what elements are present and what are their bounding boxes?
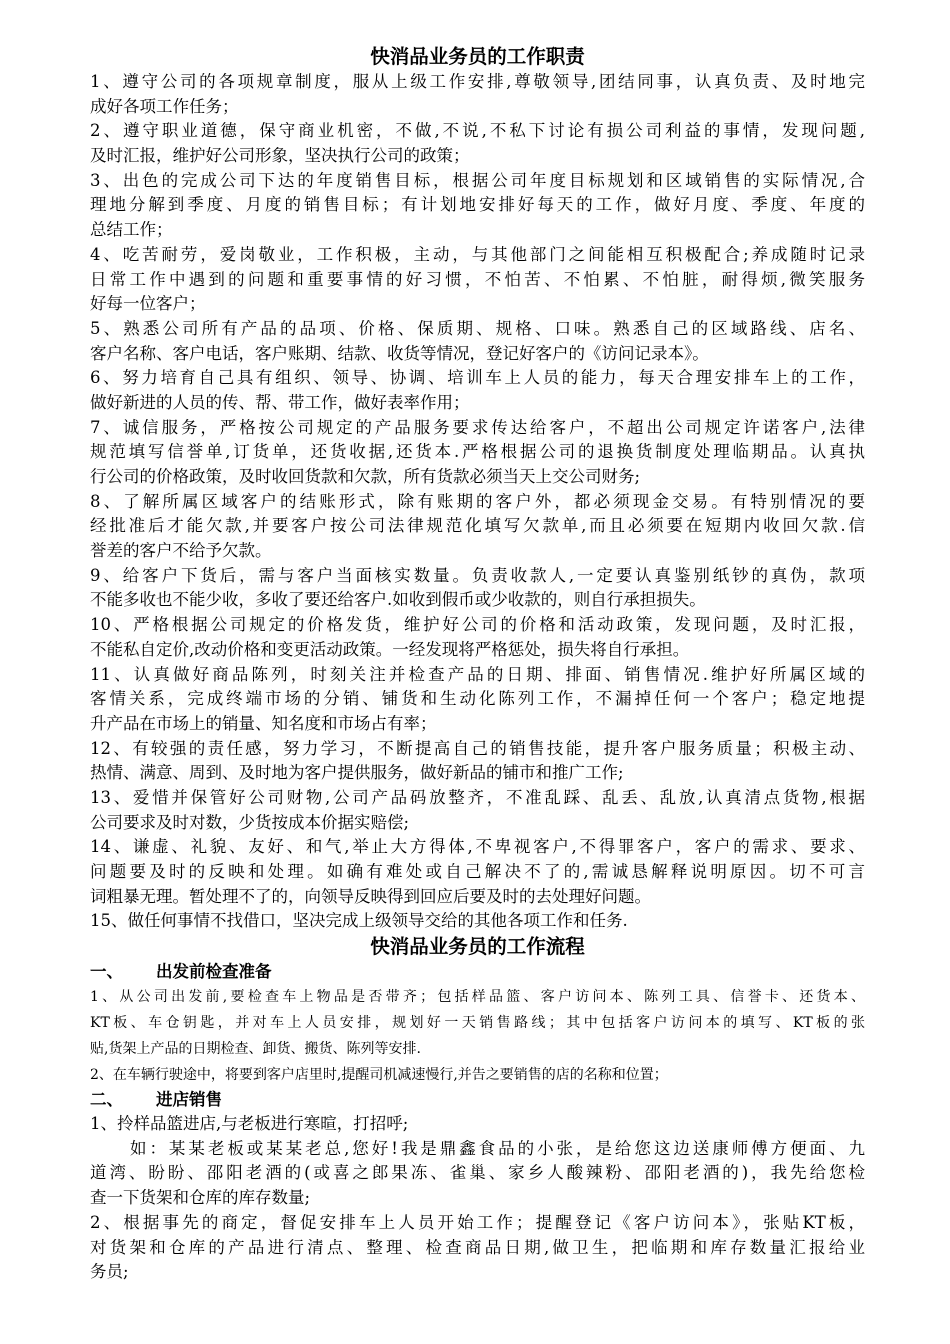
paragraph-line: 12、有较强的责任感，努力学习，不断提高自己的销售技能，提升客户服务质量；积极主动、 bbox=[90, 738, 865, 758]
paragraph-line: 道湾、盼盼、邵阳老酒的(或喜之郎果冻、雀巢、家乡人酸辣粉、邵阳老酒的)，我先给您检 bbox=[90, 1163, 865, 1183]
paragraph-line: 2、遵守职业道德，保守商业机密，不做,不说,不私下讨论有损公司利益的事情，发现问题, bbox=[90, 121, 865, 141]
paragraph-line: 好每一位客户； bbox=[90, 294, 206, 314]
paragraph-line: 公司要求及时对数，少货按成本价据实赔偿; bbox=[90, 812, 410, 832]
paragraph-line: 1、遵守公司的各项规章制度，服从上级工作安排,尊敬领导,团结同事，认真负责、及时地完 bbox=[90, 72, 865, 91]
paragraph-line: 行公司的价格政策，及时收回货款和欠款，所有货款必须当天上交公司财务; bbox=[90, 467, 641, 486]
paragraph-line: 词粗暴无理。暂处理不了的，向领导反映得到回应后要及时的去处理好问题。 bbox=[90, 886, 651, 906]
paragraph-line: 1、拎样品篮进店,与老板进行寒暄，打招呼; bbox=[90, 1114, 409, 1134]
paragraph-line: 6、努力培育自己具有组织、领导、协调、培训车上人员的能力，每天合理安排车上的工作， bbox=[90, 368, 865, 388]
paragraph-line: 2、在车辆行驶途中，将要到客户店里时,提醒司机减速慢行,并告之要销售的店的名称和位置； bbox=[90, 1067, 668, 1084]
section-number: 二、 bbox=[90, 1090, 123, 1110]
paragraph-line: 做好新进的人员的传、帮、带工作，做好表率作用； bbox=[90, 392, 470, 412]
section-number: 一、 bbox=[90, 962, 123, 982]
process-title: 快消品业务员的工作流程 bbox=[370, 935, 585, 959]
paragraph-line: 3、出色的完成公司下达的年度销售目标，根据公司年度目标规划和区域销售的实际情况,合 bbox=[90, 170, 865, 190]
paragraph-line: 15、做任何事情不找借口，坚决完成上级领导交给的其他各项工作和任务. bbox=[90, 911, 628, 931]
paragraph-line: 不能多收也不能少收，多收了要还给客户.如收到假币或少收款的，则自行承担损失。 bbox=[90, 590, 706, 610]
paragraph-line: 贴,货架上产品的日期检查、卸货、搬货、陈列等安排. bbox=[90, 1041, 421, 1058]
paragraph-line: 7、诚信服务，严格按公司规定的产品服务要求传达给客户，不超出公司规定许诺客户,法律 bbox=[90, 417, 865, 437]
section-label: 进店销售 bbox=[156, 1090, 222, 1110]
duties-list bbox=[90, 70, 865, 934]
paragraph-line: 客户名称、客户电话，客户账期、结款、收货等情况，登记好客户的《访问记录本》。 bbox=[90, 343, 709, 363]
paragraph-line: 总结工作； bbox=[90, 220, 173, 240]
paragraph-line: 规范填写信誉单,订货单，还货收据,还货本.严格根据公司的退换货制度处理临期品。认真执 bbox=[90, 442, 865, 462]
paragraph-line: 经批准后才能欠款,并要客户按公司法律规范化填写欠款单,而且必须要在短期内收回欠款.信 bbox=[90, 516, 865, 536]
paragraph-line: 9、给客户下货后，需与客户当面核实数量。负责收款人,一定要认真鉴别纸钞的真伪，款项 bbox=[90, 565, 865, 585]
paragraph-line: 11、认真做好商品陈列，时刻关注并检查产品的日期、排面、销售情况.维护好所属区域的 bbox=[90, 664, 865, 684]
paragraph-line: 誉差的客户不给予欠款。 bbox=[90, 541, 272, 561]
paragraph-line: 13、爱惜并保管好公司财物,公司产品码放整齐，不准乱踩、乱丢、乱放,认真清点货物,根据 bbox=[90, 787, 865, 807]
paragraph-line: 及时汇报，维护好公司形象，坚决执行公司的政策； bbox=[90, 146, 470, 166]
paragraph-line: 10、严格根据公司规定的价格发货，维护好公司的价格和活动政策，发现问题，及时汇报， bbox=[90, 615, 865, 635]
paragraph-line: 1、从公司出发前,要检查车上物品是否带齐；包括样品篮、客户访问本、陈列工具、信誉卡、还货本、 bbox=[90, 989, 865, 1006]
paragraph-line: 查一下货架和仓库的库存数量; bbox=[90, 1188, 311, 1208]
paragraph-line: KT板、车仓钥匙，并对车上人员安排，规划好一天销售路线；其中包括客户访问本的填写、KT板的张 bbox=[90, 1015, 865, 1032]
paragraph-line: 热情、满意、周到、及时地为客户提供服务，做好新品的铺市和推广工作; bbox=[90, 763, 624, 783]
paragraph-line: 对货架和仓库的产品进行清点、整理、检查商品日期,做卫生，把临期和库存数量汇报给业 bbox=[90, 1237, 865, 1257]
paragraph-line: 日常工作中遇到的问题和重要事情的好习惯，不怕苦、不怕累、不怕脏，耐得烦,微笑服务 bbox=[90, 269, 865, 289]
paragraph-line: 问题要及时的反映和处理。如确有难处或自己解决不了的,需诚恳解释说明原因。切不可言 bbox=[90, 862, 865, 881]
paragraph-line: 务员; bbox=[90, 1262, 129, 1282]
paragraph-line: 成好各项工作任务； bbox=[90, 96, 239, 116]
section-heading-prepare bbox=[90, 960, 865, 984]
paragraph-line: 8、了解所属区域客户的结账形式，除有账期的客户外，都必须现金交易。有特别情况的要 bbox=[90, 491, 865, 511]
paragraph-line: 如：某某老板或某某老总,您好!我是鼎鑫食品的小张，是给您这边送康师傅方便面、九 bbox=[130, 1138, 865, 1158]
store-sales-steps bbox=[90, 1112, 865, 1285]
paragraph-line: 4、吃苦耐劳，爱岗敬业，工作积极，主动，与其他部门之间能相互积极配合;养成随时记录 bbox=[90, 244, 865, 264]
paragraph-line: 2、根据事先的商定，督促安排车上人员开始工作；提醒登记《客户访问本》，张贴KT板， bbox=[90, 1212, 865, 1232]
section-heading-store-sales bbox=[90, 1088, 865, 1112]
section-label: 出发前检查准备 bbox=[156, 962, 272, 982]
prepare-steps bbox=[90, 984, 865, 1088]
paragraph-line: 5、熟悉公司所有产品的品项、价格、保质期、规格、口味。熟悉自己的区域路线、店名、 bbox=[90, 318, 865, 338]
document-page bbox=[90, 44, 865, 1285]
paragraph-line: 客情关系，完成终端市场的分销、铺货和生动化陈列工作，不漏掉任何一个客户；稳定地提 bbox=[90, 689, 865, 709]
paragraph-line: 不能私自定价,改动价格和变更活动政策。一经发现将严格惩处，损失将自行承担。 bbox=[90, 639, 690, 659]
paragraph-line: 14、谦虚、礼貌、友好、和气,举止大方得体,不卑视客户,不得罪客户，客户的需求、要求、 bbox=[90, 837, 865, 857]
duties-title: 快消品业务员的工作职责 bbox=[370, 45, 585, 68]
paragraph-line: 升产品在市场上的销量、知名度和市场占有率； bbox=[90, 713, 437, 733]
paragraph-line: 理地分解到季度、月度的销售目标；有计划地安排好每天的工作，做好月度、季度、年度的 bbox=[90, 195, 865, 215]
